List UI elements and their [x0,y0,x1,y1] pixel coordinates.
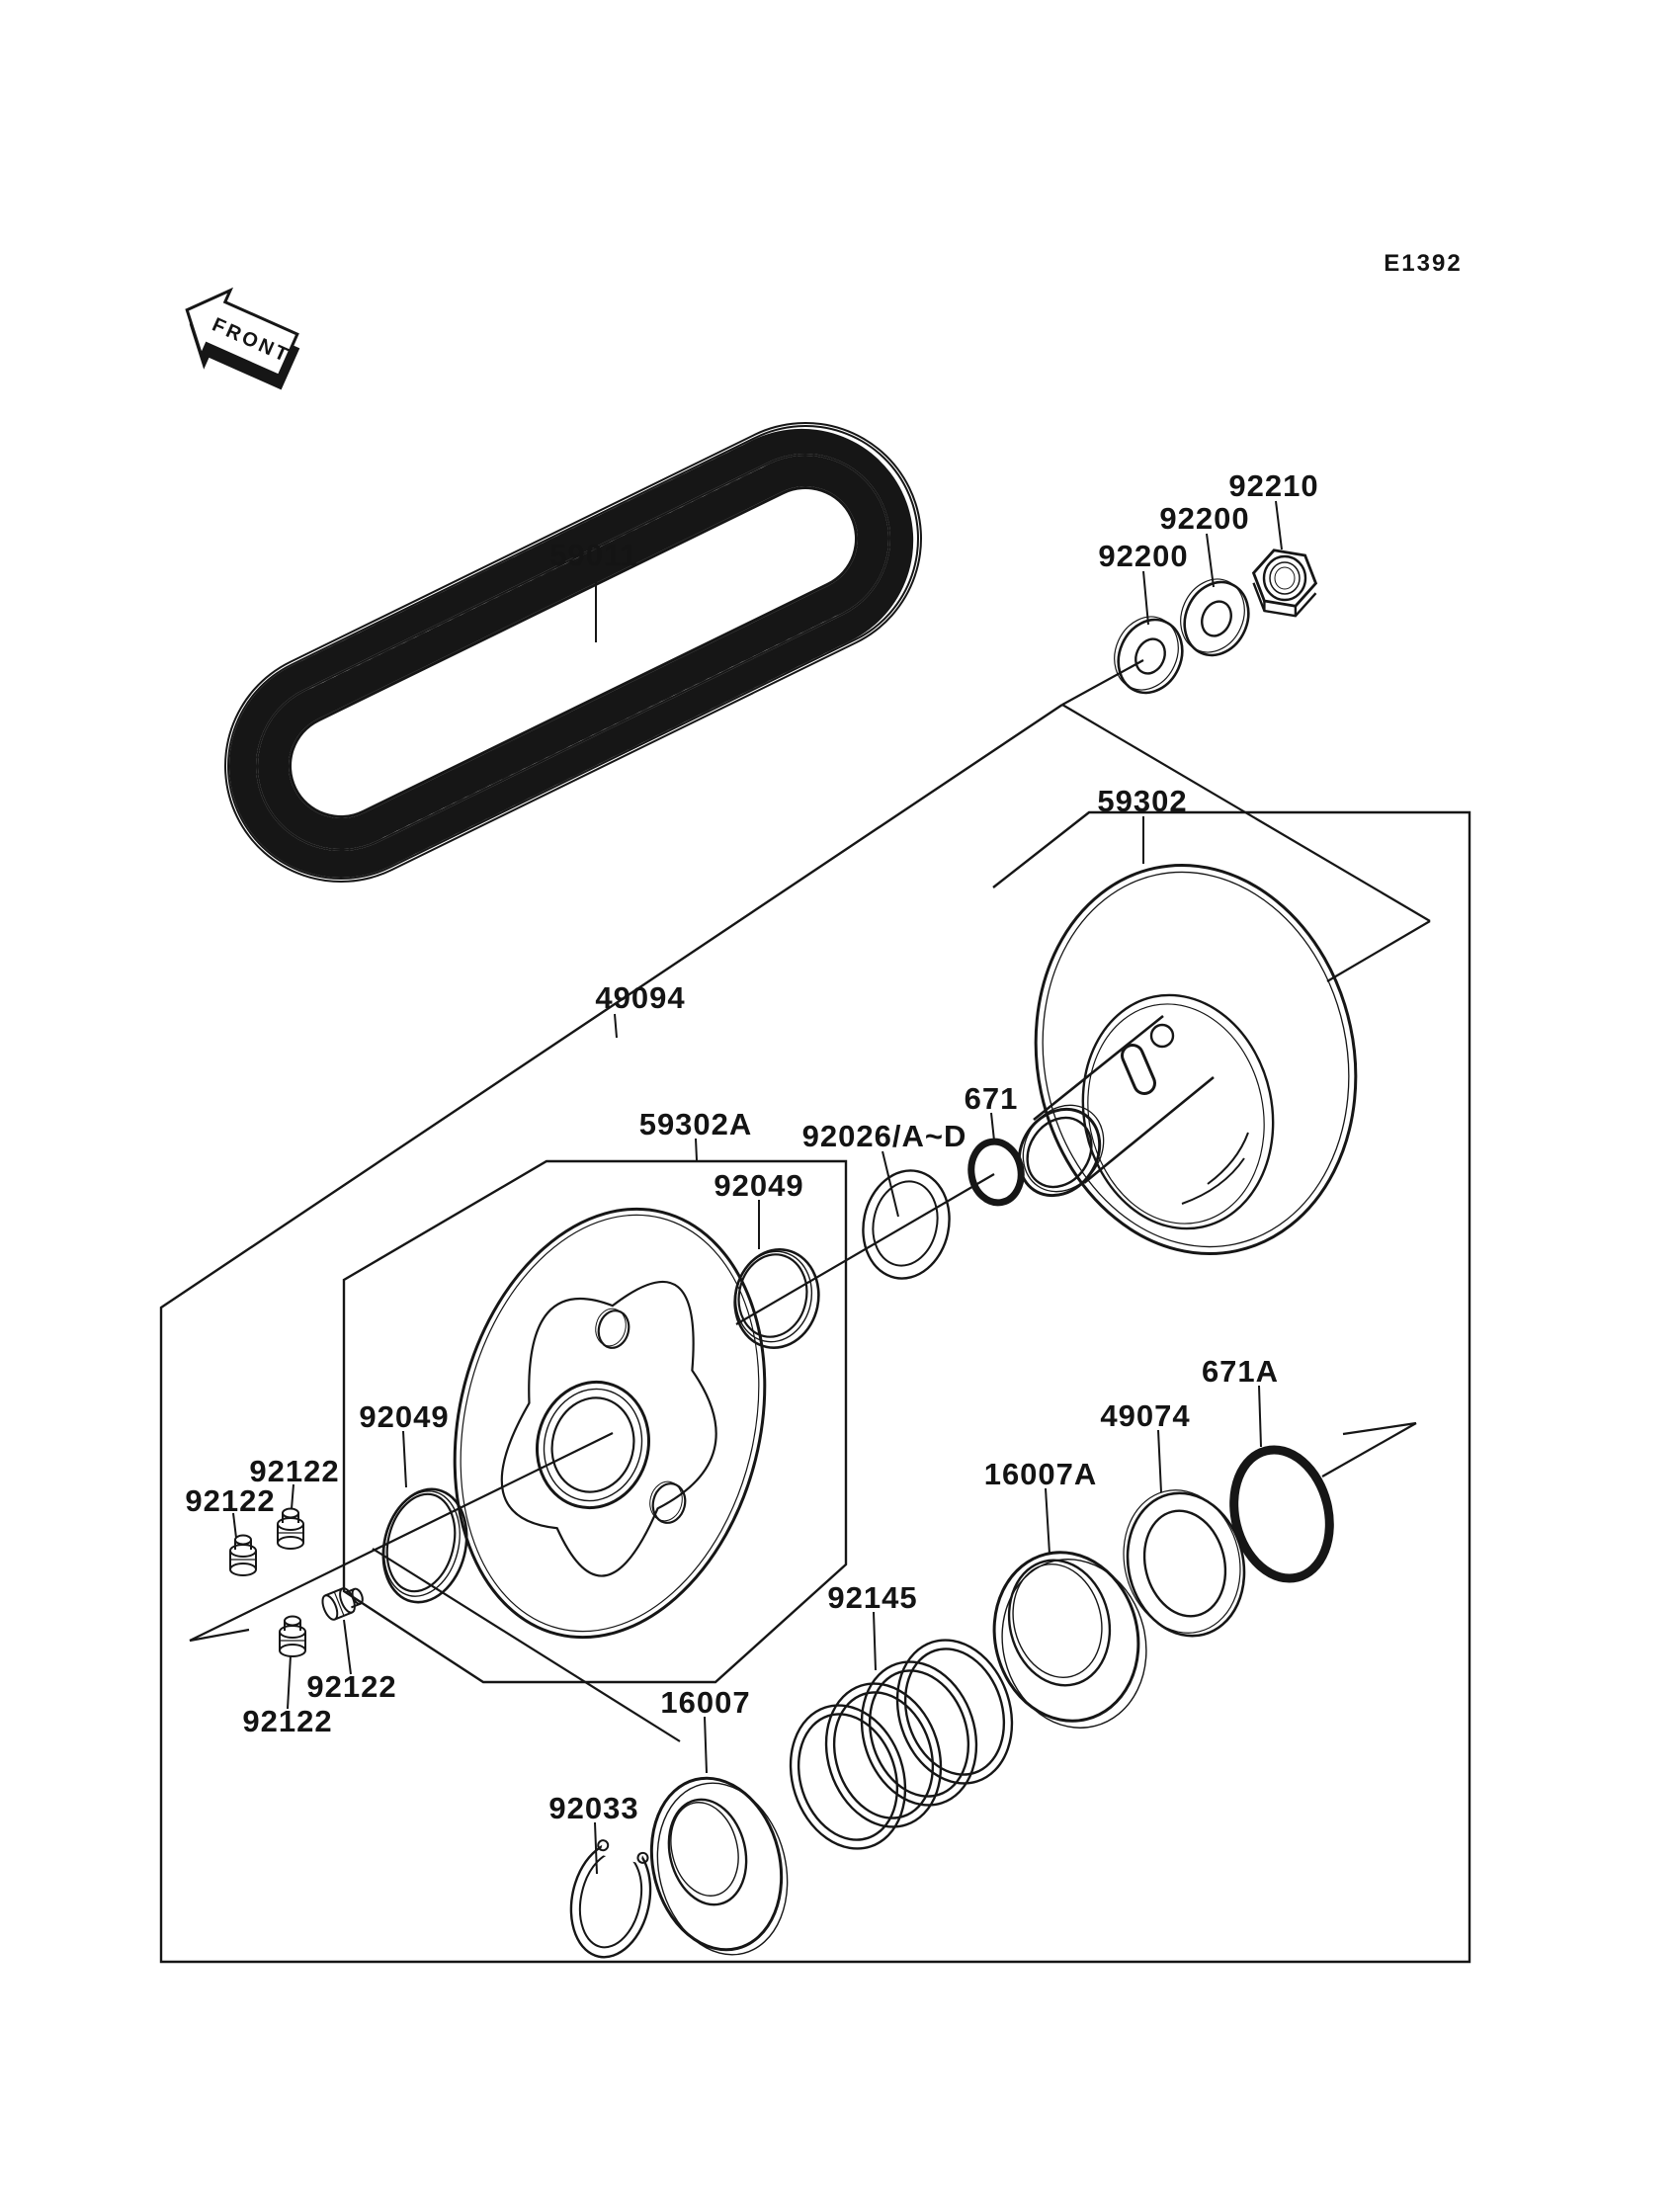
part-label-belt: 59011 [549,538,638,572]
hex-nut [1254,550,1316,616]
part-label-oring-shaft: 671 [964,1081,1019,1116]
collar [976,1537,1163,1743]
circlip [561,1827,662,1964]
diagram-code: E1392 [1384,250,1463,277]
part-label-seal-lower: 92049 [359,1399,450,1434]
oring-rear [1220,1440,1342,1589]
part-label-oring-rear: 671A [1201,1354,1280,1389]
part-label-roller-bottom: 92122 [242,1704,333,1738]
outer-box [161,705,1470,1962]
part-label-driven-face: 59302 [1097,784,1188,818]
spring-seat [634,1764,805,1969]
coil-spring [773,1625,1030,1863]
seal-ring-upper [726,1241,828,1355]
part-label-washer-right: 92200 [1159,501,1250,536]
front-label: FRONT [209,313,294,368]
roller-left [230,1536,256,1576]
part-label-spring: 92145 [827,1580,918,1615]
part-label-shims: 92026/A~D [801,1119,967,1153]
roller-bottom [280,1617,305,1657]
part-label-thrust-washer: 49074 [1100,1398,1191,1433]
leader-washers [1062,660,1143,705]
part-label-spring-seat: 16007 [660,1685,751,1720]
part-label-roller-left: 92122 [185,1483,276,1518]
part-label-roller-bottom-right: 92122 [306,1669,397,1704]
oring-shaft [966,1138,1026,1207]
part-label-converter: 49094 [595,980,686,1015]
part-label-roller-top: 92122 [249,1454,340,1488]
part-label-circlip: 92033 [548,1791,639,1825]
part-label-collar: 16007A [983,1457,1098,1491]
roller-top [278,1509,303,1550]
driven-face-pulley [1000,835,1390,1284]
leader-axis-lower [373,1549,680,1741]
part-label-nut: 92210 [1228,468,1319,503]
drive-belt [341,539,805,766]
front-direction-marker [168,278,310,402]
seal-ring-lower [372,1480,478,1611]
part-label-movable-face: 59302A [638,1107,753,1141]
movable-face-spider [411,1176,807,1670]
part-label-seal-upper: 92049 [714,1168,804,1203]
leader-chevron-bottom [1327,921,1430,981]
part-label-washer-left: 92200 [1098,539,1189,573]
